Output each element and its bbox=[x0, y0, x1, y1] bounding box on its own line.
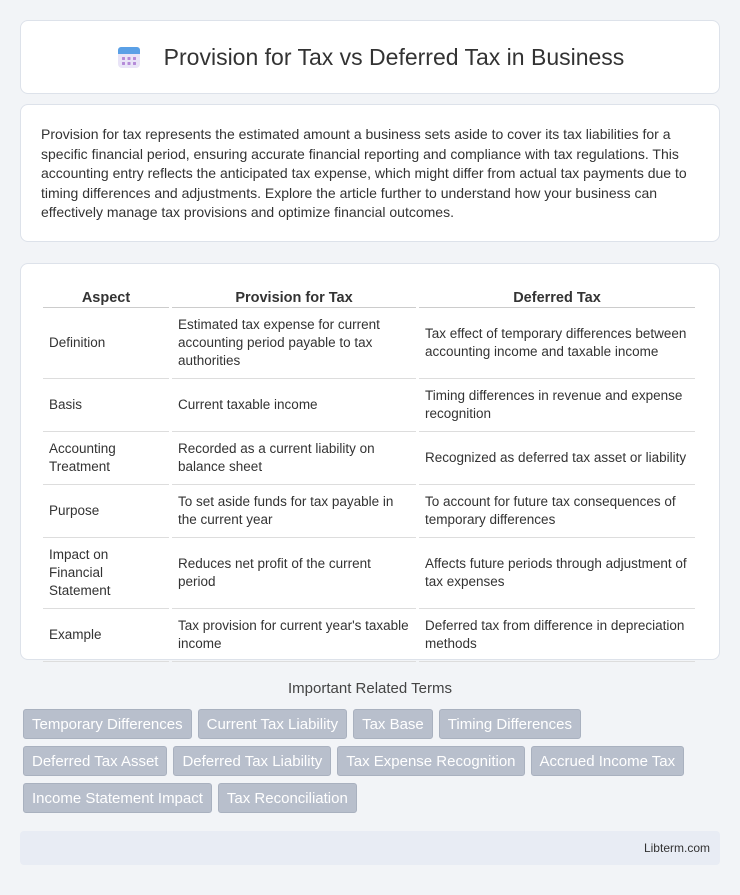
related-term-tag[interactable]: Tax Base bbox=[353, 709, 433, 739]
table-cell: Impact on Financial Statement bbox=[43, 538, 169, 609]
table-cell: To account for future tax consequences of temporary differences bbox=[419, 485, 695, 538]
comparison-table-card bbox=[20, 263, 720, 660]
table-row bbox=[43, 538, 695, 609]
table-cell: Timing differences in revenue and expense recognition bbox=[419, 379, 695, 432]
table-cell: Accounting Treatment bbox=[43, 432, 169, 485]
footer bbox=[20, 831, 720, 865]
table-cell: Tax provision for current year's taxable income bbox=[172, 609, 416, 662]
table-cell: To set aside funds for tax payable in the current year bbox=[172, 485, 416, 538]
table-cell: Purpose bbox=[43, 485, 169, 538]
table-cell: Tax effect of temporary differences between accounting income and taxable income bbox=[419, 308, 695, 379]
table-row bbox=[43, 485, 695, 538]
related-term-tag[interactable]: Accrued Income Tax bbox=[531, 746, 685, 776]
related-term-tag[interactable]: Deferred Tax Liability bbox=[173, 746, 331, 776]
table-cell: Example bbox=[43, 609, 169, 662]
table-cell: Basis bbox=[43, 379, 169, 432]
column-header-provision: Provision for Tax bbox=[172, 286, 416, 308]
table-cell: Recognized as deferred tax asset or liability bbox=[419, 432, 695, 485]
table-row bbox=[43, 379, 695, 432]
table-row bbox=[43, 432, 695, 485]
related-terms-list bbox=[20, 709, 720, 813]
intro-card bbox=[20, 104, 720, 242]
comparison-table bbox=[40, 286, 698, 662]
related-terms-title: Important Related Terms bbox=[288, 680, 452, 697]
table-header-row bbox=[43, 286, 695, 308]
table-cell: Recorded as a current liability on balance sheet bbox=[172, 432, 416, 485]
table-cell: Affects future periods through adjustment of tax expenses bbox=[419, 538, 695, 609]
related-term-tag[interactable]: Deferred Tax Asset bbox=[23, 746, 167, 776]
table-cell: Deferred tax from difference in depreciation methods bbox=[419, 609, 695, 662]
table-cell: Estimated tax expense for current accounting period payable to tax authorities bbox=[172, 308, 416, 379]
intro-text: Provision for tax represents the estimated amount a business sets aside to cover its tax liabilities for a specific financial period, ensuring accurate financial reporting and compliance with tax regulations. This accounting entry reflects the anticipated tax expense, which might differ from actual tax payments due to timing differences and adjustments. Explore the article further to understand how your business can effectively manage tax provisions and optimize financial outcomes. bbox=[41, 126, 687, 221]
related-term-tag[interactable]: Temporary Differences bbox=[23, 709, 192, 739]
related-terms-section bbox=[20, 680, 720, 813]
related-term-tag[interactable]: Current Tax Liability bbox=[198, 709, 347, 739]
footer-site-link[interactable]: Libterm.com bbox=[643, 841, 710, 855]
calendar-icon bbox=[116, 44, 142, 70]
related-term-tag[interactable]: Timing Differences bbox=[439, 709, 581, 739]
table-cell: Reduces net profit of the current period bbox=[172, 538, 416, 609]
column-header-aspect: Aspect bbox=[43, 286, 169, 308]
table-cell: Definition bbox=[43, 308, 169, 379]
table-row bbox=[43, 609, 695, 662]
related-term-tag[interactable]: Tax Expense Recognition bbox=[337, 746, 524, 776]
column-header-deferred: Deferred Tax bbox=[419, 286, 695, 308]
header-card bbox=[20, 20, 720, 94]
table-cell: Current taxable income bbox=[172, 379, 416, 432]
page-title: Provision for Tax vs Deferred Tax in Business bbox=[163, 43, 625, 70]
table-row bbox=[43, 308, 695, 379]
related-term-tag[interactable]: Tax Reconciliation bbox=[218, 783, 357, 813]
related-term-tag[interactable]: Income Statement Impact bbox=[23, 783, 212, 813]
